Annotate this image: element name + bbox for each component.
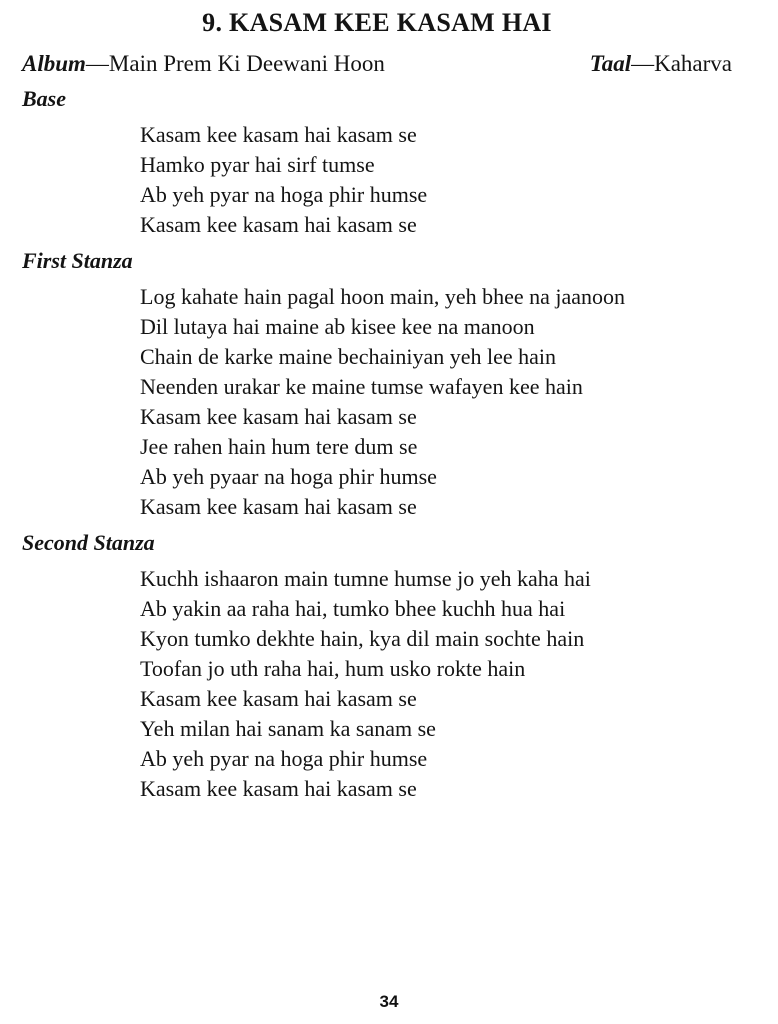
section-heading: First Stanza <box>22 248 133 273</box>
meta-row <box>22 50 732 78</box>
taal-label: Taal <box>589 51 632 76</box>
taal-value: Kaharva <box>654 51 732 76</box>
album-dash: — <box>85 51 109 76</box>
lyric-line: Kasam kee kasam hai kasam se <box>140 212 417 237</box>
section-heading: Second Stanza <box>22 530 155 555</box>
lyric-line: Kasam kee kasam hai kasam se <box>140 404 417 429</box>
album-field <box>22 50 385 78</box>
lyric-line: Kyon tumko dekhte hain, kya dil main sochte hain <box>140 626 585 651</box>
taal-field <box>590 50 732 78</box>
lyric-line: Log kahate hain pagal hoon main, yeh bhee na jaanoon <box>140 284 626 309</box>
lyrics-block <box>140 564 732 804</box>
page-title: 9. KASAM KEE KASAM HAI <box>202 8 552 37</box>
lyric-line: Ab yeh pyar na hoga phir humse <box>140 746 428 771</box>
lyric-line: Dil lutaya hai maine ab kisee kee na manoon <box>140 314 535 339</box>
lyric-line: Ab yakin aa raha hai, tumko bhee kuchh hua hai <box>140 596 566 621</box>
lyric-line: Yeh milan hai sanam ka sanam se <box>140 716 436 741</box>
lyrics-sections <box>22 86 732 804</box>
lyric-line: Hamko pyar hai sirf tumse <box>140 152 375 177</box>
lyric-line: Toofan jo uth raha hai, hum usko rokte hain <box>140 656 526 681</box>
page-number: 34 <box>379 992 399 1011</box>
lyric-line: Neenden urakar ke maine tumse wafayen kee hain <box>140 374 583 399</box>
lyrics-block <box>140 120 732 240</box>
section-heading: Base <box>22 86 66 111</box>
lyric-line: Kasam kee kasam hai kasam se <box>140 686 417 711</box>
lyric-line: Ab yeh pyaar na hoga phir humse <box>140 464 437 489</box>
lyrics-block <box>140 282 732 522</box>
lyric-line: Kasam kee kasam hai kasam se <box>140 776 417 801</box>
lyric-line: Chain de karke maine bechainiyan yeh lee hain <box>140 344 556 369</box>
lyric-line: Ab yeh pyar na hoga phir humse <box>140 182 428 207</box>
lyric-line: Jee rahen hain hum tere dum se <box>140 434 418 459</box>
album-label: Album <box>22 51 86 76</box>
lyric-line: Kasam kee kasam hai kasam se <box>140 122 417 147</box>
album-value: Main Prem Ki Deewani Hoon <box>108 51 385 76</box>
lyric-line: Kasam kee kasam hai kasam se <box>140 494 417 519</box>
lyric-line: Kuchh ishaaron main tumne humse jo yeh kaha hai <box>140 566 591 591</box>
taal-dash: — <box>631 51 655 76</box>
